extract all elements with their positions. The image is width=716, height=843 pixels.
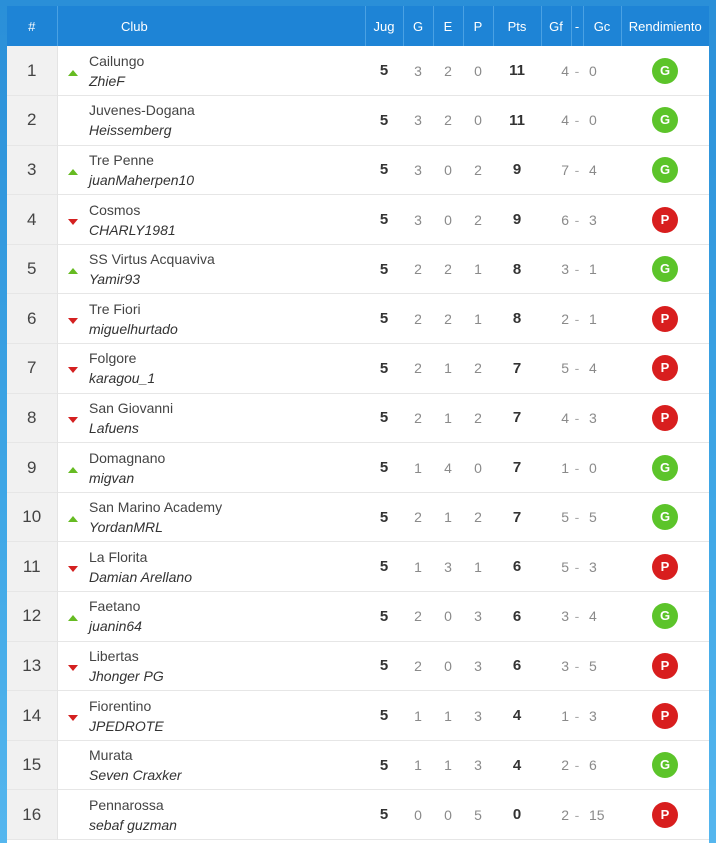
club-cell[interactable] [89,740,365,790]
drawn-cell: 2 [444,62,452,79]
trend-down-icon [68,367,78,373]
header-lost[interactable]: P [463,6,493,46]
performance-badge: G [652,603,678,629]
club-cell[interactable] [89,393,365,443]
header-goal-separator: - [571,6,583,46]
trend-up-icon [68,70,78,76]
goals-for-cell: 3 [561,608,569,625]
lost-cell: 2 [474,211,482,228]
trend-down-icon [68,665,78,671]
team-name[interactable]: San Giovanni [89,399,174,416]
drawn-cell: 1 [444,409,452,426]
trend-up-icon [68,615,78,621]
drawn-cell: 2 [444,261,452,278]
performance-cell [621,592,709,642]
header-goals-for[interactable]: Gf [541,6,571,46]
won-cell: 2 [414,360,422,377]
played-cell: 5 [379,211,389,229]
manager-name[interactable]: juanMaherpen10 [89,171,195,188]
points-cell: 6 [512,657,522,675]
table-row[interactable] [7,492,709,542]
team-name[interactable]: Cosmos [89,201,141,218]
goal-separator: - [574,261,580,278]
header-position[interactable]: # [28,18,36,34]
club-cell[interactable] [89,641,365,691]
goals-for-cell: 5 [561,558,569,575]
team-name[interactable]: Domagnano [89,449,166,466]
goals-for-cell: 6 [561,211,569,228]
performance-badge: P [652,207,678,233]
trend-cell [57,96,89,146]
lost-cell: 2 [474,360,482,377]
standings-table [7,6,709,840]
position-cell: 2 [7,96,57,146]
goals-for-cell: 3 [561,657,569,674]
lost-cell: 3 [474,657,482,674]
goals-against-cell: 4 [589,360,597,377]
lost-cell: 2 [474,161,482,178]
lost-cell: 5 [474,806,482,823]
trend-cell [57,592,89,642]
played-cell: 5 [379,111,389,129]
lost-cell: 0 [474,62,482,79]
trend-cell [57,691,89,741]
won-cell: 3 [414,62,422,79]
drawn-cell: 0 [444,161,452,178]
goals-for-cell: 5 [561,360,569,377]
goals-for-cell: 7 [561,161,569,178]
performance-cell [621,492,709,542]
header-club[interactable]: Club [121,18,148,34]
won-cell: 1 [414,707,422,724]
played-cell: 5 [379,359,389,377]
performance-cell [621,443,709,493]
manager-name[interactable]: Yamir93 [89,271,141,288]
club-cell[interactable] [89,96,365,146]
header-trend [57,6,89,46]
trend-cell [57,294,89,344]
club-cell[interactable] [89,443,365,493]
performance-badge: G [652,752,678,778]
performance-cell [621,740,709,790]
table-row[interactable] [7,344,709,394]
goals-for-cell: 1 [561,459,569,476]
performance-badge: P [652,802,678,828]
trend-cell [57,145,89,195]
team-name[interactable]: Cailungo [89,52,145,69]
played-cell: 5 [379,607,389,625]
club-cell[interactable] [89,244,365,294]
goals-against-cell: 3 [589,558,597,575]
performance-badge: G [652,58,678,84]
played-cell: 5 [379,508,389,526]
won-cell: 2 [414,608,422,625]
won-cell: 3 [414,112,422,129]
club-cell[interactable] [89,492,365,542]
points-cell: 7 [512,409,522,427]
points-cell: 6 [512,558,522,576]
performance-cell [621,145,709,195]
points-cell: 7 [512,359,522,377]
drawn-cell: 2 [444,112,452,129]
performance-badge: P [652,703,678,729]
won-cell: 1 [414,558,422,575]
trend-cell [57,641,89,691]
manager-name[interactable]: JPEDROTE [89,717,164,734]
header-row [7,6,709,46]
played-cell: 5 [379,260,389,278]
trend-cell [57,542,89,592]
performance-cell [621,542,709,592]
drawn-cell: 1 [444,757,452,774]
goal-separator: - [574,62,580,79]
played-cell: 5 [379,756,389,774]
manager-name[interactable]: juanin64 [89,618,142,635]
goals-against-cell: 15 [589,806,605,823]
manager-name[interactable]: CHARLY1981 [89,221,176,238]
goals-for-cell: 4 [561,409,569,426]
goals-against-cell: 3 [589,409,597,426]
manager-name[interactable]: sebaf guzman [89,816,177,833]
performance-badge: P [652,554,678,580]
lost-cell: 0 [474,459,482,476]
trend-up-icon [68,169,78,175]
position-cell: 1 [7,46,57,96]
position-cell: 4 [7,195,57,245]
header-drawn[interactable]: E [433,6,463,46]
goal-separator: - [574,409,580,426]
performance-cell [621,691,709,741]
played-cell: 5 [379,806,389,824]
table-row[interactable] [7,195,709,245]
performance-badge: G [652,107,678,133]
played-cell: 5 [379,707,389,725]
goal-separator: - [574,757,580,774]
performance-badge: P [652,405,678,431]
trend-cell [57,244,89,294]
points-cell: 8 [512,310,522,328]
performance-cell [621,244,709,294]
goals-for-cell: 4 [561,112,569,129]
club-cell[interactable] [89,46,365,96]
points-cell: 8 [512,260,522,278]
performance-badge: P [652,653,678,679]
played-cell: 5 [379,459,389,477]
goals-against-cell: 5 [589,509,597,526]
won-cell: 2 [414,261,422,278]
team-name[interactable]: La Florita [89,548,148,565]
lost-cell: 1 [474,558,482,575]
performance-cell [621,393,709,443]
position-cell: 13 [7,641,57,691]
goals-against-cell: 6 [589,757,597,774]
manager-name[interactable]: karagou_1 [89,370,156,387]
performance-badge: G [652,256,678,282]
trend-down-icon [68,566,78,572]
goals-against-cell: 4 [589,608,597,625]
trend-cell [57,46,89,96]
points-cell: 7 [512,459,522,477]
performance-cell [621,641,709,691]
lost-cell: 0 [474,112,482,129]
table-row[interactable] [7,294,709,344]
position-cell: 7 [7,344,57,394]
goal-separator: - [574,360,580,377]
trend-cell [57,344,89,394]
header-won[interactable]: G [403,6,433,46]
points-cell: 4 [512,756,522,774]
team-name[interactable]: San Marino Academy [89,499,223,516]
table-row[interactable] [7,740,709,790]
table-row[interactable] [7,641,709,691]
drawn-cell: 1 [444,509,452,526]
played-cell: 5 [379,558,389,576]
won-cell: 2 [414,409,422,426]
header-goals-against[interactable]: Gc [583,6,621,46]
trend-cell [57,393,89,443]
won-cell: 3 [414,211,422,228]
team-name[interactable]: SS Virtus Acquaviva [89,251,215,268]
played-cell: 5 [379,409,389,427]
won-cell: 2 [414,310,422,327]
drawn-cell: 4 [444,459,452,476]
performance-badge: G [652,157,678,183]
position-cell: 6 [7,294,57,344]
performance-badge: G [652,455,678,481]
performance-cell [621,344,709,394]
trend-up-icon [68,268,78,274]
won-cell: 2 [414,657,422,674]
trend-down-icon [68,318,78,324]
performance-badge: P [652,306,678,332]
points-cell: 7 [512,508,522,526]
team-name[interactable]: Libertas [89,647,139,664]
played-cell: 5 [379,310,389,328]
position-cell: 11 [7,542,57,592]
table-row[interactable] [7,790,709,840]
standings-panel [7,6,709,843]
goals-against-cell: 4 [589,161,597,178]
played-cell: 5 [379,161,389,179]
goal-separator: - [574,608,580,625]
manager-name[interactable]: migvan [89,469,135,486]
club-cell[interactable] [89,592,365,642]
position-cell: 9 [7,443,57,493]
club-cell[interactable] [89,691,365,741]
played-cell: 5 [379,657,389,675]
manager-name[interactable]: YordanMRL [89,519,163,536]
trend-cell [57,492,89,542]
lost-cell: 2 [474,409,482,426]
played-cell: 5 [379,62,389,80]
performance-badge: G [652,504,678,530]
position-cell: 12 [7,592,57,642]
header-points[interactable]: Pts [493,6,541,46]
goals-for-cell: 4 [561,62,569,79]
goals-for-cell: 1 [561,707,569,724]
team-name[interactable]: Tre Penne [89,151,154,168]
position-cell: 8 [7,393,57,443]
goals-against-cell: 0 [589,62,597,79]
manager-name[interactable]: ZhieF [89,72,125,89]
manager-name[interactable]: Lafuens [89,419,139,436]
club-cell[interactable] [89,790,365,840]
won-cell: 3 [414,161,422,178]
points-cell: 6 [512,607,522,625]
manager-name[interactable]: Jhonger PG [89,667,164,684]
performance-cell [621,96,709,146]
lost-cell: 3 [474,707,482,724]
club-cell[interactable] [89,542,365,592]
goals-against-cell: 1 [589,310,597,327]
performance-badge: P [652,355,678,381]
trend-up-icon [68,516,78,522]
goals-for-cell: 3 [561,261,569,278]
goals-against-cell: 3 [589,707,597,724]
goal-separator: - [574,657,580,674]
position-cell: 15 [7,740,57,790]
performance-cell [621,46,709,96]
manager-name[interactable]: Damian Arellano [89,568,192,585]
team-name[interactable]: Faetano [89,598,141,615]
goal-separator: - [574,509,580,526]
club-cell[interactable] [89,344,365,394]
standings-body [7,46,709,840]
drawn-cell: 0 [444,608,452,625]
lost-cell: 1 [474,310,482,327]
trend-cell [57,740,89,790]
drawn-cell: 0 [444,657,452,674]
performance-cell [621,294,709,344]
manager-name[interactable]: miguelhurtado [89,320,178,337]
table-row[interactable] [7,96,709,146]
won-cell: 1 [414,459,422,476]
position-cell: 14 [7,691,57,741]
goal-separator: - [574,707,580,724]
goals-against-cell: 0 [589,459,597,476]
points-cell: 9 [512,211,522,229]
performance-cell [621,790,709,840]
drawn-cell: 1 [444,707,452,724]
team-name[interactable]: Tre Fiori [89,300,141,317]
trend-cell [57,790,89,840]
won-cell: 0 [414,806,422,823]
table-row[interactable] [7,691,709,741]
goals-for-cell: 2 [561,757,569,774]
goal-separator: - [574,806,580,823]
goals-against-cell: 1 [589,261,597,278]
lost-cell: 3 [474,757,482,774]
manager-name[interactable]: Seven Craxker [89,767,182,784]
team-name[interactable]: Murata [89,747,133,764]
points-cell: 11 [509,62,525,80]
goal-separator: - [574,558,580,575]
trend-down-icon [68,219,78,225]
table-row[interactable] [7,244,709,294]
header-performance[interactable]: Rendimiento [621,6,709,46]
table-row[interactable] [7,592,709,642]
goals-for-cell: 2 [561,806,569,823]
won-cell: 2 [414,509,422,526]
table-row[interactable] [7,393,709,443]
team-name[interactable]: Pennarossa [89,796,164,813]
drawn-cell: 2 [444,310,452,327]
points-cell: 9 [512,161,522,179]
drawn-cell: 3 [444,558,452,575]
position-cell: 10 [7,492,57,542]
table-row[interactable] [7,46,709,96]
table-row[interactable] [7,542,709,592]
position-cell: 5 [7,244,57,294]
team-name[interactable]: Folgore [89,350,137,367]
trend-down-icon [68,715,78,721]
trend-cell [57,195,89,245]
lost-cell: 3 [474,608,482,625]
goal-separator: - [574,459,580,476]
club-cell[interactable] [89,195,365,245]
performance-cell [621,195,709,245]
goals-against-cell: 3 [589,211,597,228]
drawn-cell: 0 [444,806,452,823]
goal-separator: - [574,310,580,327]
team-name[interactable]: Juvenes-Dogana [89,102,195,119]
points-cell: 4 [512,707,522,725]
position-cell: 3 [7,145,57,195]
table-row[interactable] [7,443,709,493]
points-cell: 11 [509,111,525,129]
goals-for-cell: 5 [561,509,569,526]
team-name[interactable]: Fiorentino [89,697,152,714]
table-row[interactable] [7,145,709,195]
drawn-cell: 1 [444,360,452,377]
header-played[interactable]: Jug [365,6,403,46]
lost-cell: 1 [474,261,482,278]
drawn-cell: 0 [444,211,452,228]
position-cell: 16 [7,790,57,840]
goal-separator: - [574,211,580,228]
won-cell: 1 [414,757,422,774]
manager-name[interactable]: Heissemberg [89,122,172,139]
club-cell[interactable] [89,294,365,344]
goals-for-cell: 2 [561,310,569,327]
goals-against-cell: 5 [589,657,597,674]
points-cell: 0 [512,806,522,824]
trend-up-icon [68,467,78,473]
goal-separator: - [574,112,580,129]
lost-cell: 2 [474,509,482,526]
club-cell[interactable] [89,145,365,195]
goal-separator: - [574,161,580,178]
trend-cell [57,443,89,493]
trend-down-icon [68,417,78,423]
goals-against-cell: 0 [589,112,597,129]
